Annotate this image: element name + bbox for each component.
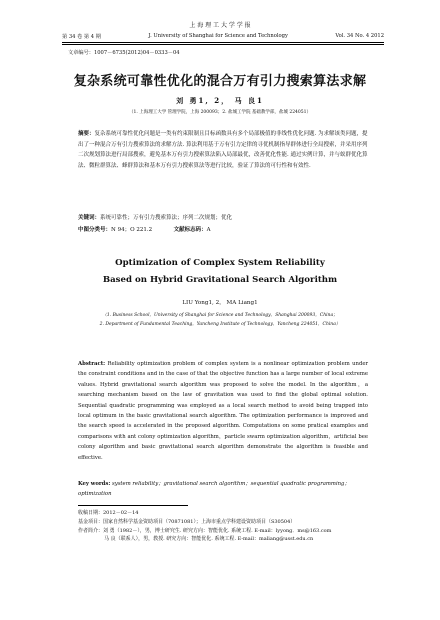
keywords-chinese-label: 关键词： bbox=[78, 215, 101, 221]
clc-label: 中图分类号： bbox=[78, 227, 112, 233]
journal-name-cn: 上 海 理 工 大 学 学 报 bbox=[189, 22, 251, 29]
abstract-english-label: Abstract: bbox=[78, 361, 106, 367]
volume-issue-en: Vol. 34 No. 4 2012 bbox=[335, 33, 384, 39]
footnotes bbox=[78, 509, 368, 544]
title-english-line2: Based on Hybrid Gravitational Search Algorithm bbox=[102, 275, 338, 285]
abstract-english-text: Reliability optimization problem of complex system is a nonlinear optimization problem under the constraint conditions and in the case of that the objective function has a large number of local extreme values. Hybrid gravitational search algorithm was proposed to solve the model. In the algorithm，a searching mechanism based on the law of gravitation was used to find the global optimal solution. Sequential quadratic programming was employed as a local search method to avoid being trapped into local optimum in the basic gravitational search algorithm. The optimization performance is improved and the search speed is accelerated in the proposed algorithm. Computations on some pratical examples and comparisons with ant colony optimization algorithm，particle swarm optimization algorithm，artificial bee colony algorithm and basic gravitational search algorithm demonstrate the algorithm is feasible and effective. bbox=[78, 361, 369, 461]
clc-value: N 94；O 221.2 bbox=[111, 227, 153, 233]
header-rule-thin bbox=[62, 44, 384, 45]
abstract-chinese bbox=[78, 129, 368, 171]
doc-code-label: 文献标志码： bbox=[173, 227, 207, 233]
abstract-chinese-text: 复杂系统可靠性优化问题是一类有约束限制且目标函数具有多个局部极值的非线性优化问题. 为求解该类问题，提出了一种混合万有引力搜索算法的求解方法. 算法利用基于万有引力定律的寻优机制指导群体进行全局搜索，并采用序列二次规划算法进行局部搜索，避免基本万有引力搜索算法陷入局部最优，改善优化性能. 通过实例计算，并与蚁群优化算法、微粒群算法、蜂群算法和基本万有引力搜索算法等进行比较，验证了算法的可行性和有效性. bbox=[78, 131, 368, 169]
authors-english: LIU Yong1, 2， MA Liang1 bbox=[182, 300, 258, 306]
abstract-english bbox=[78, 359, 368, 463]
title-chinese: 复杂系统可靠性优化的混合万有引力搜索算法求解 bbox=[73, 74, 367, 89]
keywords-chinese-text: 系统可靠性；万有引力搜索算法；序列二次规划；优化 bbox=[100, 215, 233, 221]
article-number: 文章编号：1007－6735(2012)04－0333－04 bbox=[68, 50, 180, 56]
footnote-rule bbox=[78, 505, 188, 506]
authors-chinese: 刘 勇1, 2， 马 良1 bbox=[176, 96, 264, 105]
affiliation-english-line1: （1. Business School，University of Shanghai for Science and Technology，Shanghai 200093，China； bbox=[102, 313, 338, 318]
author-bio-2: 马 良（联系人），男，教授. 研究方向：智能优化. 系统工程. E-mail：maliang@usst.edu.cn bbox=[104, 536, 314, 543]
keywords-english bbox=[78, 479, 368, 500]
journal-header-row bbox=[62, 30, 384, 42]
journal-name-en: J. University of Shanghai for Science and Technology bbox=[148, 33, 288, 39]
author-bio-1: 作者简介：刘 勇（1982－），男，博士研究生. 研究方向：智能优化. 系统工程. E-mail：lyyong．ms@163.com bbox=[78, 527, 332, 534]
volume-issue-cn: 第 34 卷 第 4 期 bbox=[62, 33, 101, 40]
title-english-line1: Optimization of Complex System Reliability bbox=[115, 258, 325, 268]
header-rule bbox=[62, 42, 384, 43]
keywords-english-label: Key words: bbox=[78, 481, 111, 487]
affiliation-english bbox=[0, 311, 440, 329]
abstract-chinese-label: 摘要： bbox=[78, 131, 95, 137]
affiliation-chinese: （1. 上海理工大学 管理学院，上海 200093；2. 盐城工学院 基础教学部，盐城 224051） bbox=[128, 110, 312, 115]
received-date: 收稿日期：2012－02－14 bbox=[78, 510, 139, 516]
affiliation-english-line2: 2. Department of Fundamental Teaching，Yancheng Institute of Technology，Yancheng 224051，China） bbox=[99, 322, 341, 327]
keywords-chinese bbox=[78, 213, 368, 221]
title-english bbox=[0, 255, 440, 289]
classification-line bbox=[78, 225, 368, 233]
keywords-english-text: system reliability；gravitational search algorithm；sequential quadratic programming；optimization bbox=[78, 481, 350, 498]
doc-code-value: A bbox=[206, 227, 211, 233]
fund-info: 基金项目：国家自然科学基金资助项目（70871081）；上海市重点学科建设资助项目（S30504） bbox=[78, 518, 296, 525]
